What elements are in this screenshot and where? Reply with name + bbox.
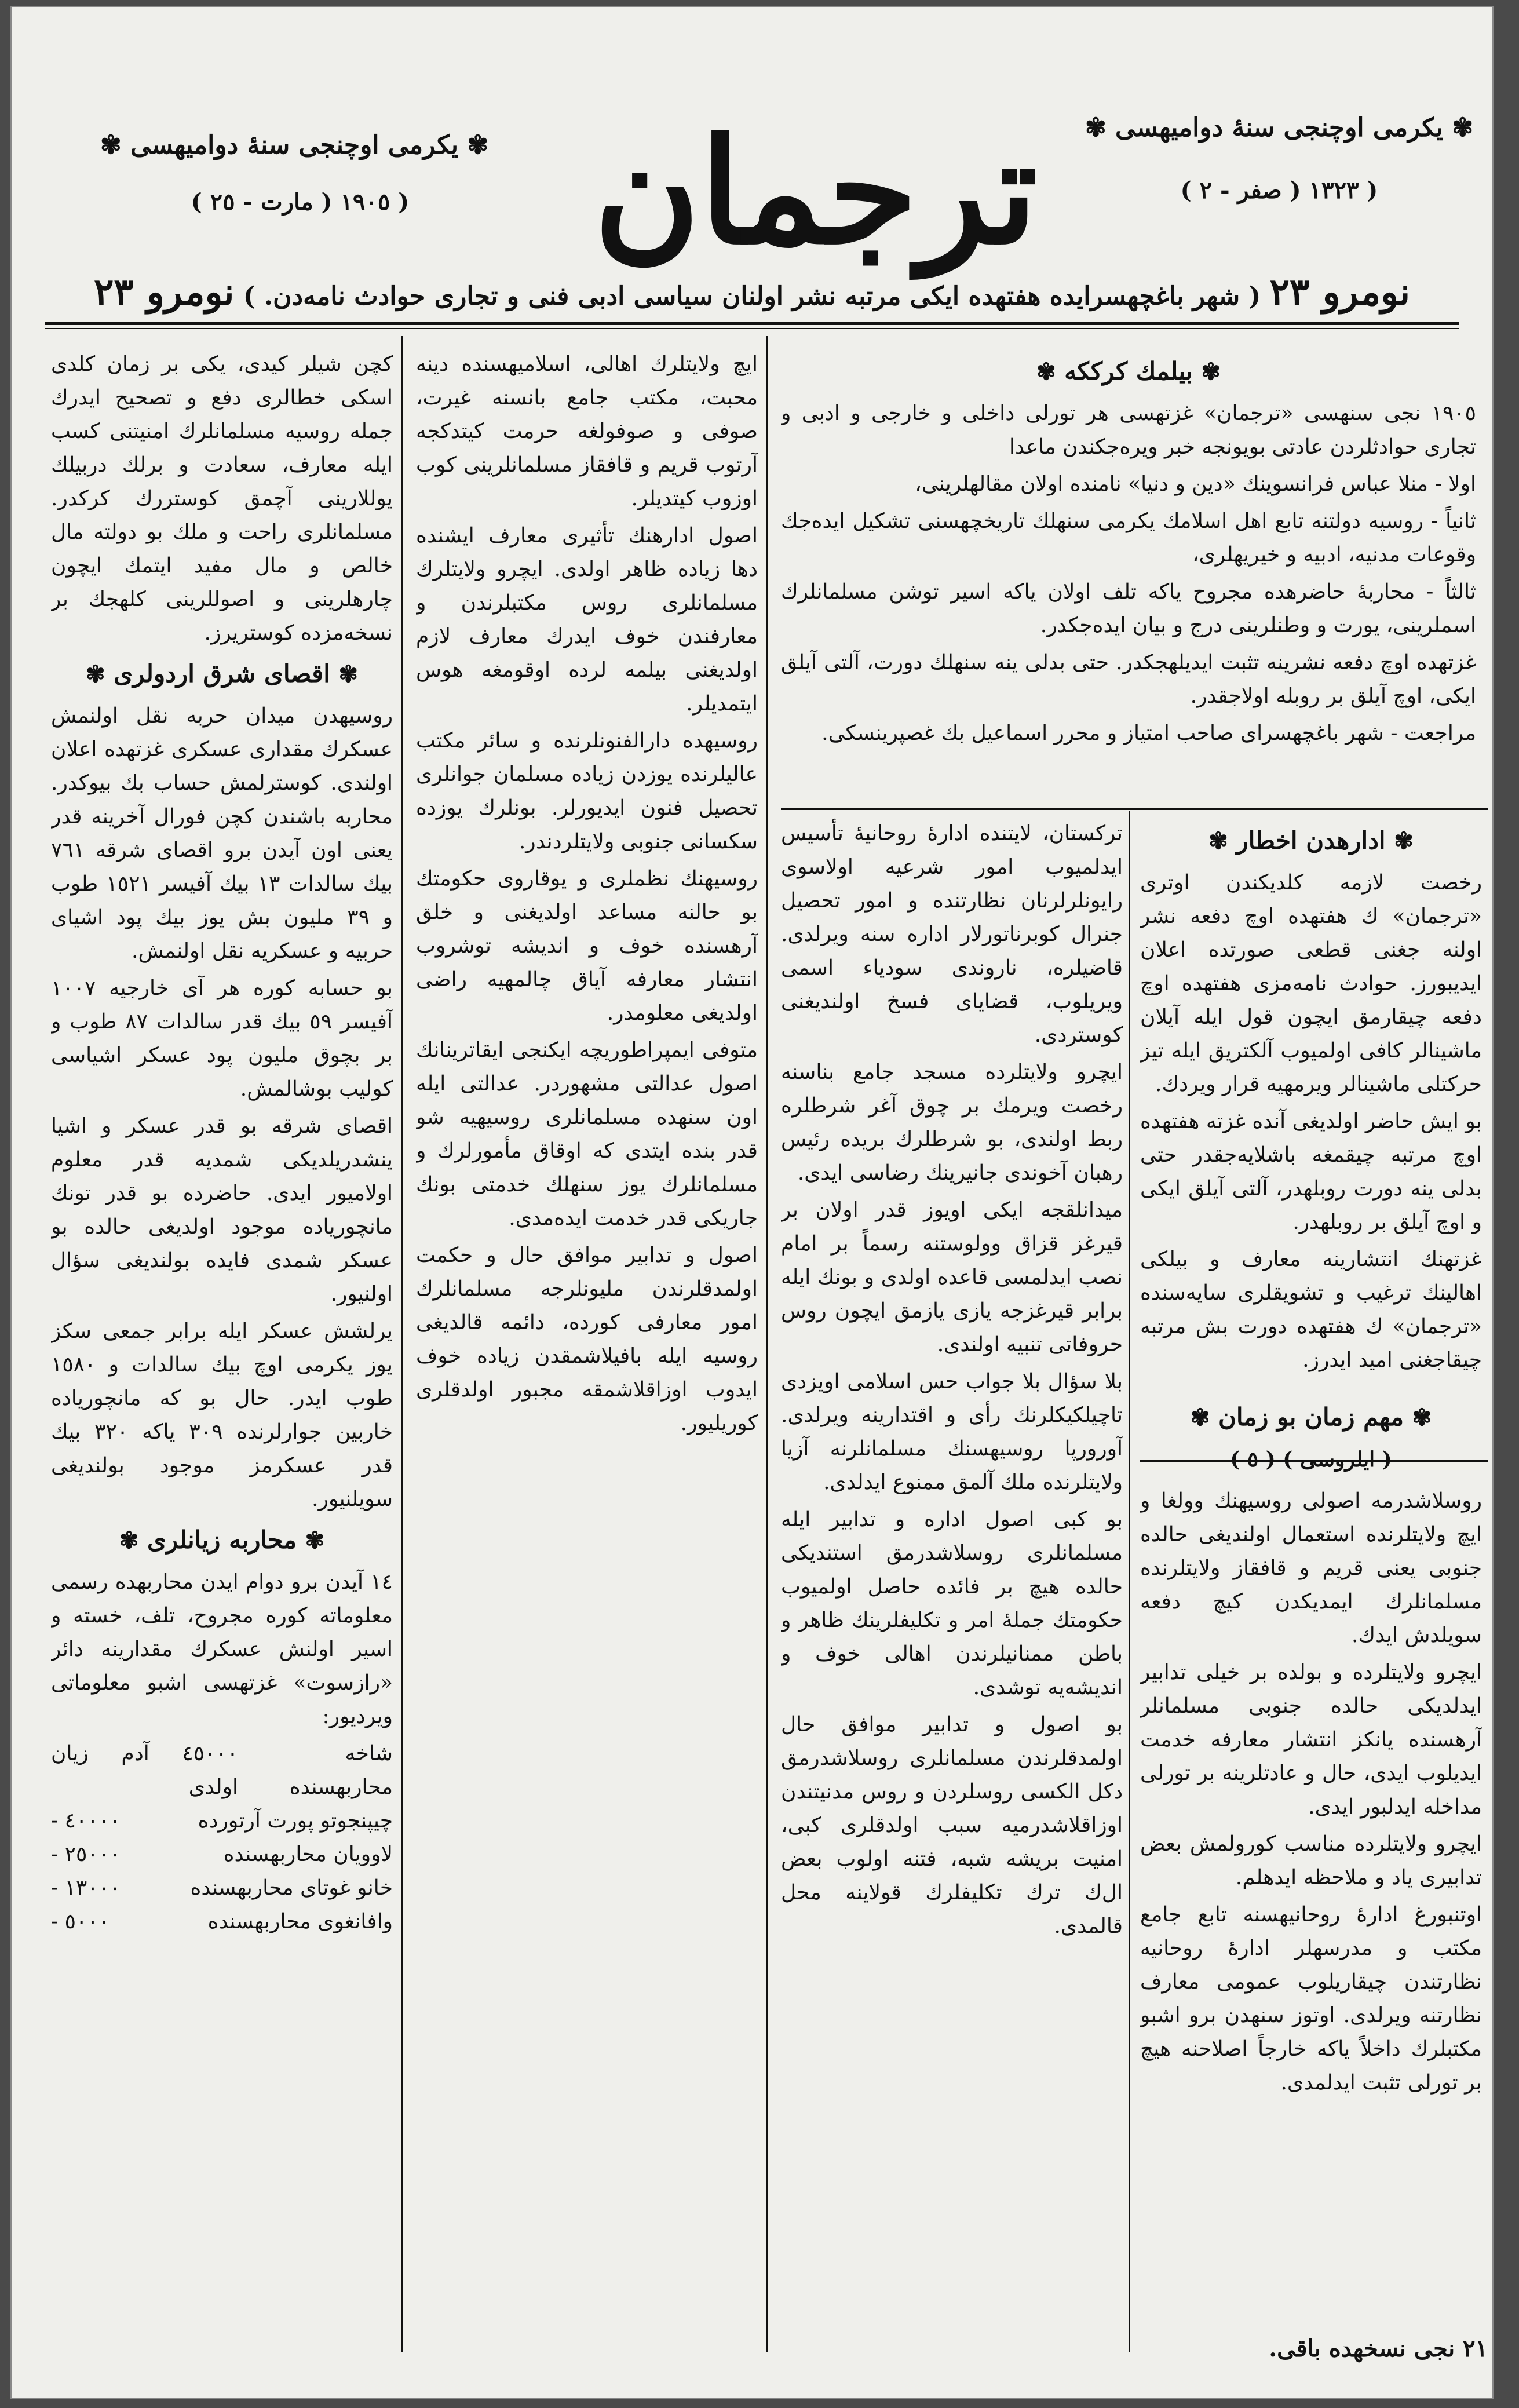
- flower-ornament-icon: ✾: [1036, 358, 1056, 385]
- header-right-date: [1076, 177, 1482, 204]
- flower-ornament-icon: ✾: [1190, 1404, 1210, 1431]
- paragraph: روسيهدن ميدان حربه نقل اولنمش عسكرك مقداری عسكری غزتهده اعلان اولندی. كوسترلمش حساب بك بيوكدر. محاربه باشندن كچن فورال آخرينه قدر يعنی اون آيدن برو اقصای شرقه ٧٦١ بيك سالدات ١٣ بيك آفيسر ١٥٢١ طوب و ٣٩ مليون بش يوز بيك پود اشيای حربيه و عسكريه نقل اولنمش.: [51, 704, 393, 963]
- header-right-year-label: [1076, 113, 1482, 143]
- section-title-text: بيلمك كرككه: [1064, 357, 1193, 385]
- stat-value: ٤٠٠٠٠ -: [51, 1809, 121, 1833]
- header-left-date-text: ( ١٩٠٥ ( مارت - ٢٥ ): [191, 188, 410, 216]
- column-divider: [766, 336, 768, 2352]
- paragraph: ايچ ولايتلرك اهالی، اسلاميهسنده دينه محبت، مكتب جامع بانسنه غيرت، صوفی و صوفولغه حرمت كيتدكجه آرتوب قريم و قافقاز مسلمانلرينی كوب اوزوب كيتديلر.: [416, 352, 758, 510]
- flower-ornament-icon: ✾: [1085, 113, 1107, 143]
- section-title-time: [1140, 1400, 1482, 1435]
- column-announcements: [1140, 817, 1482, 2335]
- section-title-text: محاربه زيانلری: [147, 1526, 297, 1554]
- section-title-far-east: [51, 657, 393, 691]
- header-rule-thin: [45, 328, 1459, 329]
- flower-ornament-icon: ✾: [85, 661, 105, 688]
- flower-ornament-icon: ✾: [305, 1527, 325, 1554]
- header-subtitle: ( شهر باغچهسرايده هفتهده ايكی مرتبه نشر اولنان سياسی ادبی فنی و تجاری حوادث نامه‌دن. ): [243, 282, 1261, 311]
- paragraph: متوفی ايمپراطوريچه ايكنجی ايقاترينانك اصول عدالتی مشهوردر. عدالتی ايله اون سنهده مسلمانلری روسيهيه شو قدر بنده ايتدی كه اوقاق مأمورلرك و مسلمانلرك يوز سنهلك خدمتی بونك جاريكی قدر خدمت ايده‌مدی.: [416, 1038, 758, 1230]
- column-notice: [781, 348, 1476, 805]
- paragraph: بو حسابه كوره هر آی خارجيه ١٠٠٧ آفيسر ٥٩ بيك قدر سالدات ٨٧ طوب و بر بچوق مليون پود عسكر اشياسی كوليب بوشالمش.: [51, 976, 393, 1101]
- column-turkestan: [781, 817, 1123, 2347]
- flower-ornament-icon: ✾: [1201, 358, 1221, 385]
- paragraph: ١٩٠٥ نجی سنهسی «ترجمان» غزتهسی هر تورلی داخلی و خارجی و ادبی و تجاری حوادثلردن عادتی بويونجه خبر ويره‌جكندن ماعدا: [781, 402, 1476, 459]
- header-right-date-text: ( ١٣٢٣ ( صفر - ٢ ): [1180, 177, 1378, 204]
- issue-number-right: نومرو ٢٣: [1269, 271, 1411, 314]
- section-title-announcement: [1140, 824, 1482, 858]
- header-left-date: [138, 188, 462, 216]
- paragraph: ايچرو ولايتلرده مناسب كورولمش بعض تدابيری ياد و ملاحظه ايدهلم.: [1140, 1832, 1482, 1889]
- subtitle-line: [45, 269, 1459, 316]
- stat-label: شاخه محاربهسنده: [289, 1742, 393, 1799]
- issue-number-left: نومرو ٢٣: [93, 271, 235, 314]
- paragraph: بلا سؤال بلا جواب حس اسلامی اويزدی تاچيلكيكلرنك رأی و اقتدارينه ويرلدی. آورورپا روسيهسنك مسلمانلرنه آزيا ولايتلرنده ملك آلمق ممنوع ايدلدی.: [781, 1370, 1123, 1494]
- section-divider: [781, 808, 1488, 810]
- paragraph: ١٤ آيدن برو دوام ايدن محاربهده رسمی معلوماته كوره مجروح، تلف، خسته و اسير اولنش عسكرك مقدارينه دائر «رازسوت» غزتهسی اشبو معلوماتی ويرديور:: [51, 1570, 393, 1728]
- column-war: [51, 348, 393, 2347]
- paragraph: بو ايش حاضر اولديغی آنده غزته هفتهده اوچ مرتبه چيقمغه باشلايه‌جقدر حتی بدلی ينه دورت روبلهدر، آلتی آيلق ايكی و اوچ آيلق بر روبلهدر.: [1140, 1110, 1482, 1234]
- paragraph: ثانياً - روسيه دولتنه تابع اهل اسلامك يكرمی سنهلك تاريخچهسنی تشكيل ايده‌جك وقوعات مدنيه، ادبيه و خيريهلری،: [781, 509, 1476, 567]
- flower-ornament-icon: ✾: [1208, 827, 1228, 855]
- stat-value: ٥٠٠٠ -: [51, 1910, 109, 1933]
- paragraph: ايچرو ولايتلرده مسجد جامع بناسنه رخصت ويرمك بر چوق آغر شرطلره ربط اولندی، بو شرطلرك بريده رئيس رهبان آخوندی جانيرينك رضاسی ايدی.: [781, 1060, 1123, 1185]
- header-left-year-text: يكرمی اوچنجی سنهٔ دوامیهسی: [130, 130, 458, 160]
- paragraph: اصول و تدابير موافق حال و حكمت اولمدقلرندن مليونلرجه مسلمانلرك امور معارفی كورده، دائمه قالديغی روسيه ايله بافيلاشمقدن زياده خوف ايدوب اوزاقلاشمقه مجبور اولدقلری كوريليور.: [416, 1243, 758, 1435]
- stat-label: وافانغوى محاربهسنده: [207, 1910, 393, 1933]
- flower-ornament-icon: ✾: [1412, 1404, 1432, 1431]
- masthead-title: ترجمان: [593, 106, 1038, 276]
- paragraph: اقصای شرقه بو قدر عسكر و اشيا ينشدريلديكی شمديه قدر معلوم اولاميور ايدی. حاضرده بو قدر تونك مانچوريا‌ده موجود اولديغی حالده بو عسكر شمدی فايده بولنديغی سؤال اولنيور.: [51, 1114, 393, 1306]
- stat-row: [51, 1804, 393, 1838]
- paragraph: بو اصول و تدابير موافق حال اولمدقلرندن مسلمانلری روسلاشدرمق دكل الكسی روسلردن و روس مدنيتندن اوزاقلاشدرميه سبب اولدقلری كبی، امنيت بريشه شبه، فتنه اولوب بعض ال‌ك ترك تكليفلرك قولاينه محل قالمدی.: [781, 1713, 1123, 1938]
- flower-ornament-icon: ✾: [1394, 827, 1414, 855]
- stat-label: لاوويان محاربهسنده: [223, 1843, 393, 1866]
- section-subtitle: ( ايلروسی ) ( ٥ ): [1230, 1447, 1392, 1472]
- paragraph: اصول ادارهنك تأثيری معارف ايشنده دها زياده ظاهر اولدی. ايچرو ولايتلرك مسلمانلری روس مكتبلرندن و معارفندن خوف ايدرك معارف لازم اولديغنی بيلمه لرده اوقومغه هوس ايتمديلر.: [416, 524, 758, 716]
- header-left-year-label: [68, 130, 520, 160]
- column-interior: [416, 348, 758, 2347]
- paragraph: غزتهده اوچ دفعه نشرينه تثبت ايديلهجكدر. حتی بدلی ينه سنهلك دورت، آلتی آيلق ايكی، اوچ آيلق بر روبله اولاجقدر.: [781, 651, 1476, 708]
- column-divider: [401, 336, 403, 2352]
- paragraph: غزتهنك انتشارينه معارف و بيلكی اهالينك ترغيب و تشويقلری سايه‌سنده «ترجمان» ك هفتهده دورت بش مرتبه چيقاجغنی امید ايدرز.: [1140, 1247, 1482, 1372]
- header-right-year-text: يكرمی اوچنجی سنهٔ دوامیهسی: [1115, 113, 1443, 143]
- stat-label: خانو غوتاى محاربهسنده: [190, 1876, 393, 1900]
- paragraph: روسيهنك نظملری و يوقاروی حكومتك بو حالنه مساعد اولديغنی و خلق آرهسنده خوف و انديشه توشروب انتشار معارفه آياق چالمهيه راضی اولديغی معلومدر.: [416, 867, 758, 1025]
- paragraph: يرلشش عسكر ايله برابر جمعی سكز يوز يكرمی اوچ بيك سالدات و ١٥٨٠ طوب ايدر. حال بو كه مانچوريا‌ده خاربين جوارلرنده ٣٠٩ ياكه ٣٢٠ بيك قدر عسكرمز موجود بولنديغی سويلنيور.: [51, 1319, 393, 1511]
- paragraph: مراجعت - شهر باغچهسرای صاحب امتياز و محرر اسماعيل بك غصپرينسكی.: [821, 721, 1476, 745]
- section-title-text: ادارهدن اخطار: [1236, 826, 1386, 855]
- section-title-text: اقصای شرق اردولری: [114, 659, 330, 688]
- paragraph: ايچرو ولايتلرده و بولده بر خيلی تدابير ايدلديكی حالده جنوبی مسلمانلر آرهسنده يانكز انتشار معارفه خدمت ايديلوب ايدی، حال و عادتلرينه بر تورلی مداخله ايدلبور ايدی.: [1140, 1661, 1482, 1819]
- paragraph: اولا - منلا عباس فرانسوينك «دين و دنيا» نامنده اولان مقالهلرينی،: [915, 472, 1476, 496]
- section-title-text: مهم زمان بو زمان: [1218, 1403, 1404, 1431]
- stat-value: ٢٥٠٠٠ -: [51, 1843, 121, 1866]
- flower-ornament-icon: ✾: [467, 130, 489, 160]
- stat-row: [51, 1737, 393, 1804]
- stat-label: چيپنجوتو پورت آرتورده: [198, 1809, 393, 1833]
- flower-ornament-icon: ✾: [338, 661, 359, 688]
- header-rule: [45, 322, 1459, 325]
- paragraph: رخصت لازمه كلديكندن اوتری «ترجمان» ك هفتهده اوچ دفعه نشر اولنه جغنی قطعی صورتده اعلان ايديبورز. حوادث نامه‌مزی هفتهده اوچ دفعه چيقارمق ايچون قول ايله آيلان ماشينالر كافی اولميوب آلكتريق ايله تيز حركتلی ماشينالر ويرمهيه قرار ويردك.: [1140, 871, 1482, 1096]
- stat-row: [51, 1838, 393, 1871]
- paragraph: اوتنبورغ ادارهٔ روحانيهسنه تابع جامع مكتب و مدرسهلر ادارهٔ روحانيه نظارتندن چيقاريلوب عمومی معارف نظارتنه ويرلدی. اوتوز سنهدن برو اشبو مكتبلرك داخلاً ياكه خارجاً اصلاحنه هيچ بر تورلی تثبت ايدلمدی.: [1140, 1903, 1482, 2095]
- paragraph: ثالثاً - محاربهٔ حاضرهده مجروح ياكه تلف اولان ياكه اسير توشن مسلمانلرك اسملرينی، يورت و وطنلرينی درج و بيان ايده‌جكدر.: [781, 580, 1476, 637]
- continued-note: ٢١ نجی نسخهده باقی.: [1269, 2335, 1488, 2362]
- paragraph: كچن شيلر كيدی، يكی بر زمان كلدی اسكی خطالری دفع و تصحيح ايدرك جمله روسيه مسلمانلرك امنيتنی كسب ايله معارف، سعادت و برلك دربيلك يوللارينی آچمق كوستررك كركدر. مسلمانلری راحت و ملك بو دولته مال خالص و مال مفيد ايتمك ايچون چارهلرينی و اصوللرينی كلهجك بر نسخه‌مزده كوستريرز.: [51, 352, 393, 645]
- flower-ornament-icon: ✾: [119, 1527, 139, 1554]
- paragraph: روسيهده دارالفنونلرنده و سائر مكتب عالیلرنده يوزدن زياده مسلمان جوانلری تحصيل فنون ايديورلر. بونلرك يوزده سكسانی جنوبی ولايتلردندر.: [416, 729, 758, 853]
- stat-row: [51, 1905, 393, 1939]
- stat-value: ٤٥٠٠٠ آدم زيان اولدی: [51, 1742, 239, 1799]
- section-title-war-losses: [51, 1523, 393, 1557]
- newspaper-page: [10, 6, 1494, 2399]
- flower-ornament-icon: ✾: [1452, 113, 1474, 143]
- flower-ornament-icon: ✾: [100, 130, 122, 160]
- paragraph: روسلاشدرمه اصولی روسيهنك وولغا و ايچ ولايتلرنده استعمال اولنديغی حالده جنوبی يعنی قريم و قافقاز ولايتلرنده مسلمانلرك ايمديكدن كيچ دفعه سويلدش ايدك.: [1140, 1489, 1482, 1647]
- column-divider: [1129, 811, 1130, 2352]
- paragraph: بو كبی اصول اداره و تدابير ايله مسلمانلری روسلاشدرمق استنديكی حالده هيچ بر فائده حاصل اولميوب حكومتك جملهٔ امر و تكليفلرينك ظاهر و باطن ممنانيلرندن اهالی خوف و انديشه‌يه توشدی.: [781, 1508, 1123, 1699]
- paragraph: ميدانلقجه ايكی اويوز قدر اولان بر قيرغز قزاق وولوستنه رسماً بر امام نصب ايدلمسی قاعده اولدی و بونك ايله برابر قيرغزجه يازی يازمق ايچون روس حروفاتی تنبيه اولندی.: [781, 1198, 1123, 1356]
- stat-row: [51, 1871, 393, 1905]
- section-title-notice: [781, 355, 1476, 389]
- paragraph: تركستان، لايتنده ادارهٔ روحانيهٔ تأسيس ايدلميوب امور شرعيه اولاسوی رايونلرلرنان نظارتنده و امور تحصيل جنرال كوبرناتورلار اداره سنه ويرلدی. قاضيلره، ناروندی سودياء اسمی ويريلوب، قضايای فسخ اولنديغنی كوستردی.: [781, 822, 1123, 1047]
- stat-value: ١٣٠٠٠ -: [51, 1876, 121, 1900]
